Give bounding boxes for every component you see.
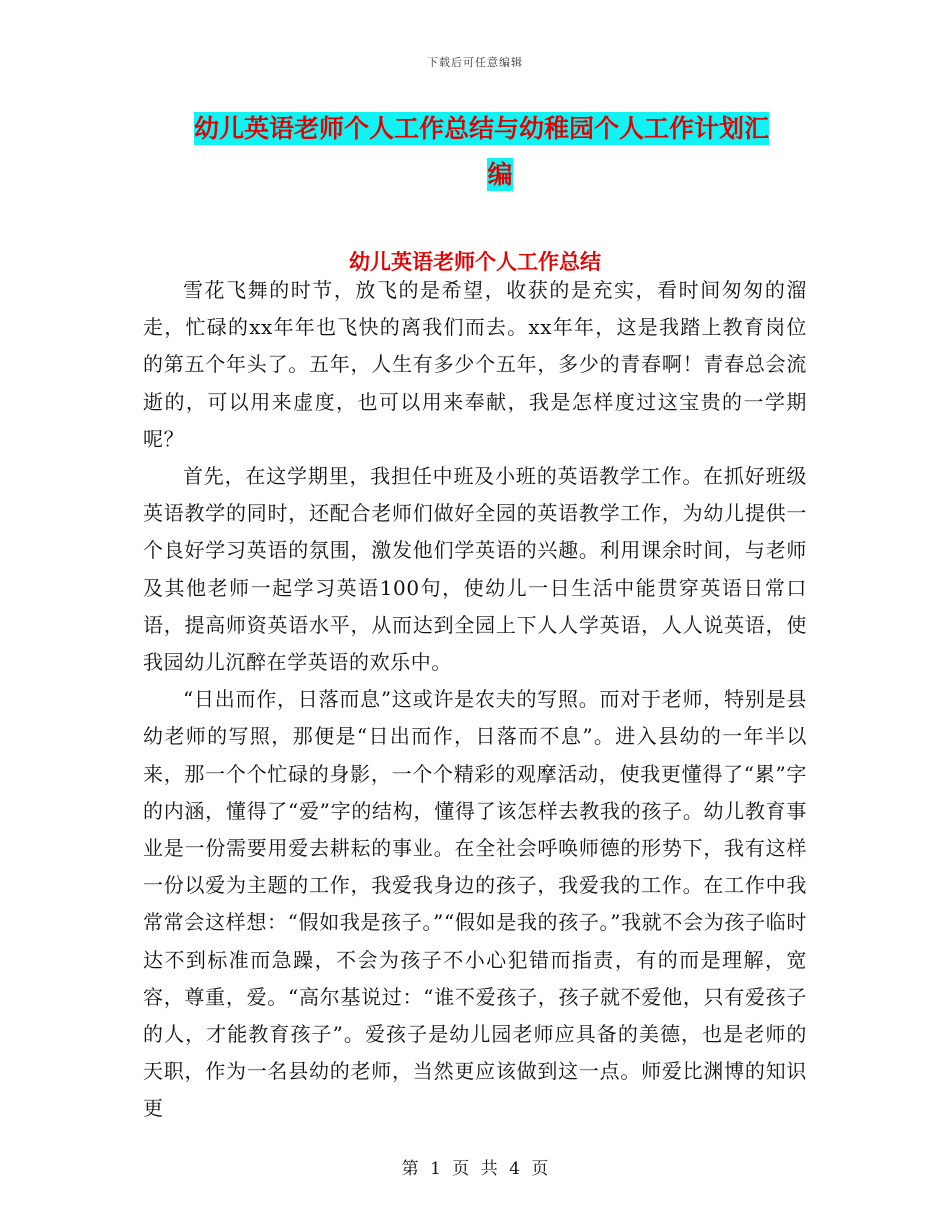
paragraph: 首先，在这学期里，我担任中班及小班的英语教学工作。在抓好班级英语教学的同时，还配合老师们做好全园的英语教学工作，为幼儿提供一个良好学习英语的氛围，激发他们学英语的兴趣。利用课余时间，与老师及其他老师一起学习英语100句，使幼儿一日生活中能贯穿英语日常口语，提高师资英语水平，从而达到全园上下人人学英语，人人说英语，使我园幼儿沉醉在学英语的欢乐中。 bbox=[143, 464, 807, 675]
page-footer: 第 1 页 共 4 页 bbox=[401, 1159, 549, 1179]
paragraph: 雪花飞舞的时节，放飞的是希望，收获的是充实，看时间匆匆的溜走，忙碌的xx年年也飞快的离我们而去。xx年年，这是我踏上教育岗位的第五个年头了。五年，人生有多少个五年，多少的青春啊！青春总会流逝的，可以用来虚度，也可以用来奉献，我是怎样度过这宝贵的一学期呢？ bbox=[143, 278, 807, 451]
section-title: 幼儿英语老师个人工作总结 bbox=[349, 249, 601, 274]
document-title bbox=[194, 106, 806, 198]
page-header: 下载后可任意编辑 bbox=[427, 56, 523, 69]
body-text bbox=[143, 272, 807, 1128]
document-title-line2: 编 bbox=[487, 160, 513, 189]
paragraph: “日出而作，日落而息”这或许是农夫的写照。而对于老师，特别是县幼老师的写照，那便是“日出而作，日落而不息”。进入县幼的一年半以来，那一个个忙碌的身影，一个个精彩的观摩活动，使我更懂得了“累”字的内涵，懂得了“爱”字的结构，懂得了该怎样去教我的孩子。幼儿教育事业是一份需要用爱去耕耘的事业。在全社会呼唤师德的形势下，我有这样一份以爱为主题的工作，我爱我身边的孩子，我爱我的工作。在工作中我常常会这样想：“假如我是孩子。”“假如是我的孩子。”我就不会为孩子临时达不到标准而急躁，不会为孩子不小心犯错而指责，有的而是理解，宽容，尊重，爱。“高尔基说过：“谁不爱孩子，孩子就不爱他，只有爱孩子的人，才能教育孩子”。爱孩子是幼儿园老师应具备的美德，也是老师的天职，作为一名县幼的老师，当然更应该做到这一点。师爱比渊博的知识更 bbox=[143, 687, 807, 1121]
document-title-line1: 幼儿英语老师个人工作总结与幼稚园个人工作计划汇 bbox=[194, 114, 770, 143]
